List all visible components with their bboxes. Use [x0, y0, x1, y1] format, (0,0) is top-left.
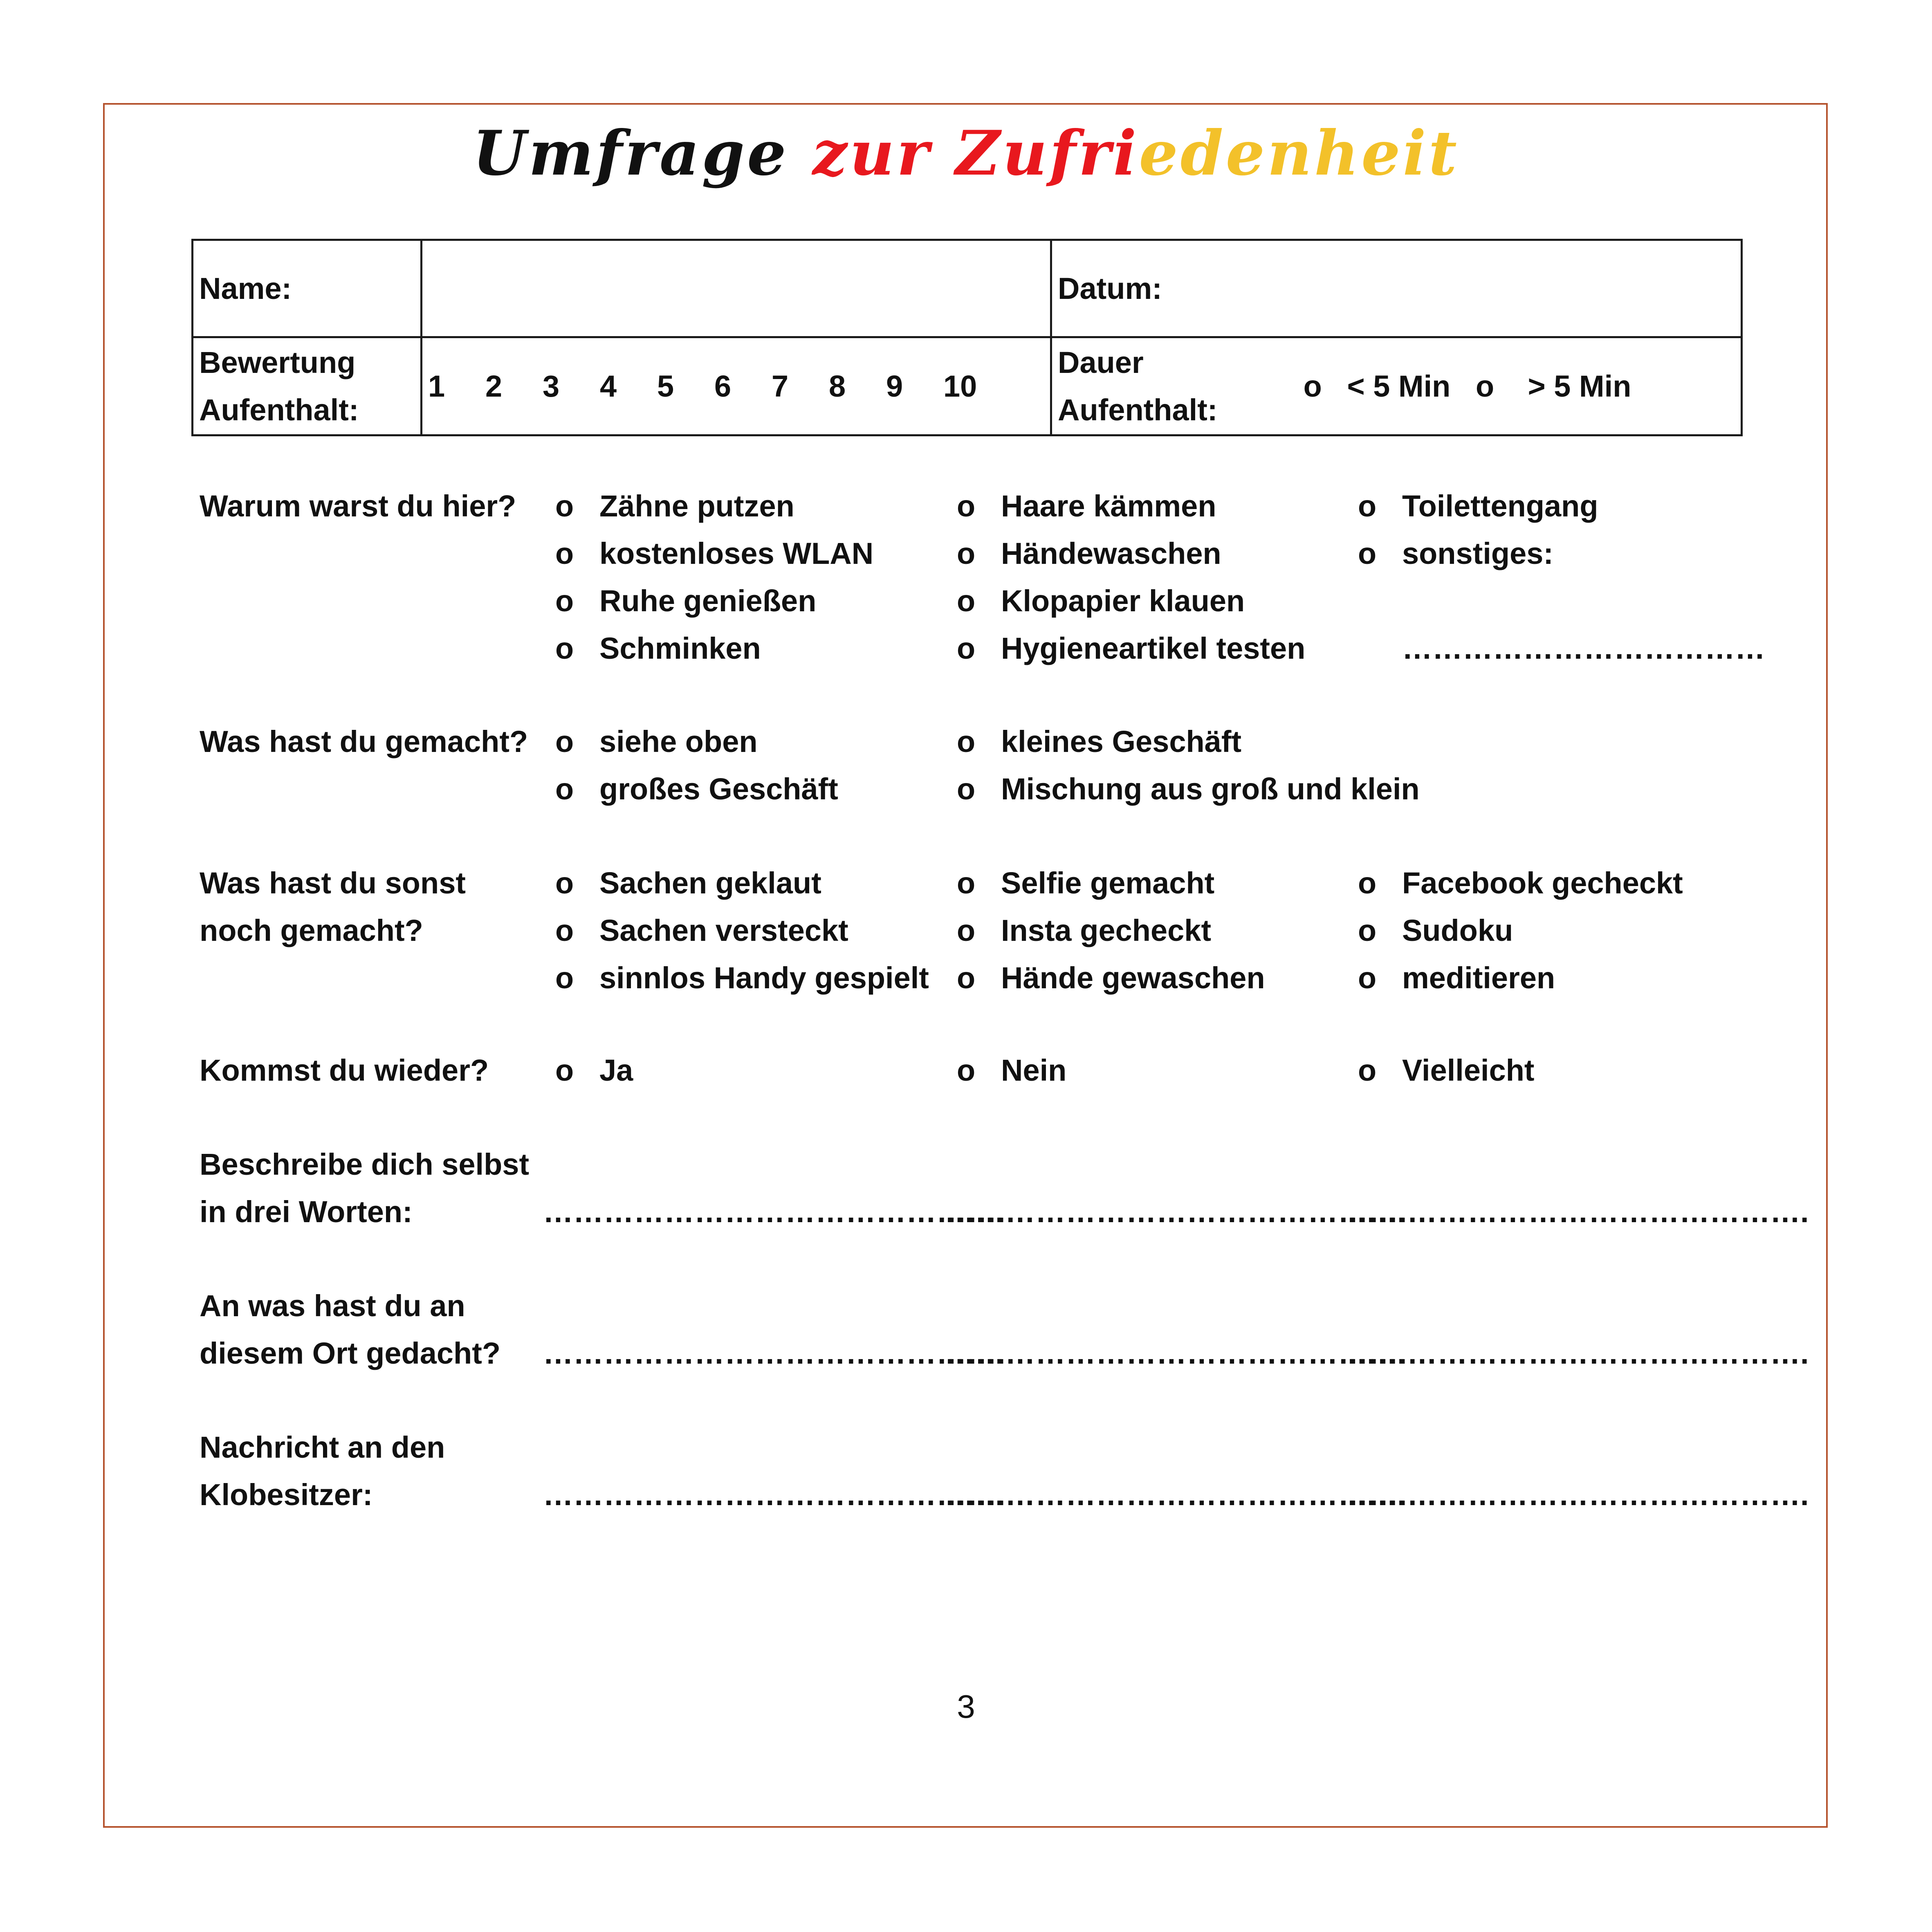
- checkbox-option[interactable]: [1358, 530, 1765, 577]
- info-table: [191, 239, 1743, 436]
- option-label: Klopapier klauen: [1001, 584, 1245, 618]
- answer-line[interactable]: ……………………………………….: [1346, 1336, 1809, 1370]
- rating-option[interactable]: 9: [886, 369, 903, 403]
- option-label: Selfie gemacht: [1001, 866, 1215, 900]
- radio-option-no[interactable]: [957, 1047, 1066, 1094]
- question-come-again: [200, 1047, 1753, 1096]
- radio-bullet-icon: o: [957, 536, 976, 570]
- question-label-line-1: Nachricht an den: [200, 1430, 445, 1464]
- options-column-1: [555, 859, 929, 1002]
- checkbox-option[interactable]: [957, 577, 1305, 625]
- options-column-1: [555, 482, 873, 672]
- option-label: Toilettengang: [1402, 489, 1598, 523]
- radio-bullet-icon[interactable]: o: [1476, 369, 1494, 403]
- option-label: Händewaschen: [1001, 536, 1221, 570]
- page-title: [0, 117, 1932, 189]
- options-column-2: [957, 482, 1305, 672]
- question-label: Kommst du wieder?: [200, 1053, 489, 1087]
- options-column-2: [957, 859, 1265, 1002]
- option-label: Haare kämmen: [1001, 489, 1216, 523]
- radio-bullet-icon: o: [957, 1053, 976, 1087]
- radio-bullet-icon: o: [957, 584, 976, 618]
- radio-bullet-icon: o: [957, 631, 976, 665]
- radio-bullet-icon[interactable]: o: [1303, 369, 1322, 403]
- option-label: sonstiges:: [1402, 536, 1554, 570]
- rating-option[interactable]: 2: [485, 369, 503, 403]
- rating-option[interactable]: 7: [772, 369, 789, 403]
- checkbox-option[interactable]: [555, 954, 929, 1002]
- radio-bullet-icon: o: [957, 725, 976, 758]
- option-label: Sachen geklaut: [599, 866, 821, 900]
- checkbox-option[interactable]: [1358, 482, 1765, 530]
- radio-bullet-icon: o: [555, 866, 574, 900]
- checkbox-option[interactable]: [555, 765, 838, 813]
- checkbox-option[interactable]: [555, 907, 929, 954]
- radio-bullet-icon: o: [555, 1053, 574, 1087]
- options-column-1: [555, 1047, 633, 1094]
- checkbox-option[interactable]: [555, 625, 873, 672]
- option-label: Zähne putzen: [599, 489, 794, 523]
- option-label: Nein: [1001, 1053, 1067, 1087]
- question-label: [200, 1424, 551, 1519]
- dotted-line: ………………………………: [1402, 631, 1765, 665]
- radio-bullet-icon: o: [1358, 961, 1377, 995]
- option-label: Ja: [599, 1053, 633, 1087]
- checkbox-option[interactable]: [957, 482, 1305, 530]
- question-label: Was hast du gemacht?: [200, 725, 528, 758]
- question-label-line-2: noch gemacht?: [200, 913, 423, 947]
- option-label: Schminken: [599, 631, 761, 665]
- name-label-cell: [193, 240, 422, 337]
- radio-bullet-icon: o: [957, 489, 976, 523]
- question-label-line-1: Beschreibe dich selbst: [200, 1147, 530, 1181]
- checkbox-option[interactable]: [1358, 859, 1683, 907]
- radio-bullet-icon: o: [1358, 866, 1377, 900]
- option-label: sinnlos Handy gespielt: [599, 961, 929, 995]
- title-part-zur: zur: [812, 117, 932, 189]
- answer-line[interactable]: ……………………………………….: [1346, 1478, 1809, 1512]
- option-label: Sachen versteckt: [599, 913, 848, 947]
- rating-option[interactable]: 8: [829, 369, 846, 403]
- spacer: [1358, 577, 1765, 625]
- option-label: Hygieneartikel testen: [1001, 631, 1306, 665]
- answer-line[interactable]: ……………………………………….: [945, 1195, 1407, 1229]
- radio-bullet-icon: o: [957, 866, 976, 900]
- duration-cell: [1051, 337, 1742, 435]
- title-part-zufri: Zufri: [955, 117, 1139, 189]
- question-label-line-2: diesem Ort gedacht?: [200, 1336, 501, 1370]
- rating-option[interactable]: 10: [943, 369, 977, 403]
- option-label: kleines Geschäft: [1001, 725, 1242, 758]
- checkbox-option[interactable]: [555, 859, 929, 907]
- radio-option-maybe[interactable]: [1358, 1047, 1535, 1094]
- option-label: großes Geschäft: [599, 772, 838, 806]
- question-label-line-2: in drei Worten:: [200, 1195, 413, 1229]
- radio-bullet-icon: o: [555, 489, 574, 523]
- radio-bullet-icon: o: [555, 961, 574, 995]
- option-label: Vielleicht: [1402, 1053, 1535, 1087]
- question-label: Warum warst du hier?: [200, 489, 516, 523]
- question-describe-yourself: [200, 1141, 1809, 1239]
- options-column-3: [1358, 859, 1683, 1002]
- radio-bullet-icon: o: [957, 913, 976, 947]
- rating-option[interactable]: 1: [428, 369, 445, 403]
- option-label: kostenloses WLAN: [599, 536, 874, 570]
- answer-line[interactable]: ……………………………………….: [945, 1336, 1407, 1370]
- options-column-2: [957, 1047, 1066, 1094]
- radio-bullet-icon: o: [1358, 489, 1377, 523]
- duration-option-short[interactable]: < 5 Min: [1347, 369, 1451, 403]
- checkbox-option[interactable]: [957, 530, 1305, 577]
- question-label-line-1: An was hast du an: [200, 1289, 465, 1323]
- question-what-did: [200, 718, 1753, 816]
- rating-option[interactable]: 6: [714, 369, 732, 403]
- other-input-line[interactable]: [1358, 625, 1765, 672]
- checkbox-option[interactable]: [957, 907, 1265, 954]
- question-label-line-2: Klobesitzer:: [200, 1478, 373, 1512]
- radio-bullet-icon: o: [555, 772, 574, 806]
- checkbox-option[interactable]: [957, 625, 1305, 672]
- radio-bullet-icon: o: [555, 584, 574, 618]
- date-field[interactable]: [1051, 240, 1742, 337]
- checkbox-option[interactable]: [957, 954, 1265, 1002]
- rating-option[interactable]: 5: [657, 369, 674, 403]
- radio-bullet-icon: o: [957, 772, 976, 806]
- option-label: Mischung aus groß und klein: [1001, 772, 1420, 806]
- option-label: Hände gewaschen: [1001, 961, 1265, 995]
- option-label: Facebook gecheckt: [1402, 866, 1683, 900]
- radio-bullet-icon: o: [957, 961, 976, 995]
- checkbox-option[interactable]: [1358, 954, 1683, 1002]
- question-why-here: [200, 482, 1765, 675]
- rating-scale-cell: [422, 337, 1051, 435]
- answer-line[interactable]: ……………………………………….: [543, 1478, 1005, 1512]
- checkbox-option[interactable]: [555, 530, 873, 577]
- question-message-owner: [200, 1424, 1809, 1522]
- checkbox-option[interactable]: [555, 577, 873, 625]
- radio-bullet-icon: o: [1358, 536, 1377, 570]
- question-label: [200, 859, 551, 954]
- question-label: [200, 1282, 551, 1377]
- option-label: Insta gecheckt: [1001, 913, 1212, 947]
- option-label: meditieren: [1402, 961, 1555, 995]
- question-label-line-1: Was hast du sonst: [200, 866, 466, 900]
- answer-line[interactable]: ……………………………………….: [543, 1195, 1005, 1229]
- radio-bullet-icon: o: [555, 725, 574, 758]
- checkbox-option[interactable]: [1358, 907, 1683, 954]
- options-column-1: [555, 718, 838, 813]
- question-label: [200, 1141, 551, 1236]
- checkbox-option[interactable]: [555, 718, 838, 765]
- rating-label-cell: [193, 337, 422, 435]
- rating-option[interactable]: 3: [543, 369, 560, 403]
- option-label: siehe oben: [599, 725, 758, 758]
- options-column-3: [1358, 482, 1765, 672]
- option-label: Sudoku: [1402, 913, 1513, 947]
- name-label: Name:: [199, 271, 292, 305]
- rating-option[interactable]: 4: [600, 369, 617, 403]
- question-what-else: [200, 859, 1753, 1007]
- radio-bullet-icon: o: [555, 536, 574, 570]
- date-label: Datum:: [1058, 271, 1162, 305]
- answer-line[interactable]: ……………………………………….: [543, 1336, 1005, 1370]
- radio-bullet-icon: o: [555, 631, 574, 665]
- answer-line[interactable]: ……………………………………….: [945, 1478, 1407, 1512]
- answer-line[interactable]: ……………………………………….: [1346, 1195, 1809, 1229]
- options-column-3: [1358, 1047, 1535, 1094]
- duration-label-line-2: Aufenthalt:: [1058, 393, 1218, 427]
- duration-option-long[interactable]: > 5 Min: [1528, 369, 1631, 403]
- radio-option-yes[interactable]: [555, 1047, 633, 1094]
- page-number: 3: [957, 1688, 975, 1725]
- checkbox-option[interactable]: [957, 718, 1420, 765]
- rating-label-line-1: Bewertung: [199, 345, 356, 379]
- duration-options: [1304, 363, 1631, 410]
- question-what-thought: [200, 1282, 1809, 1380]
- checkbox-option[interactable]: [957, 765, 1420, 813]
- rating-scale: [428, 363, 1044, 410]
- duration-label-line-1: Dauer: [1058, 345, 1144, 379]
- options-column-2: [957, 718, 1420, 813]
- radio-bullet-icon: o: [1358, 1053, 1377, 1087]
- title-part-umfrage: Umfrage: [472, 117, 789, 189]
- name-field[interactable]: [422, 240, 1051, 337]
- radio-bullet-icon: o: [1358, 913, 1377, 947]
- checkbox-option[interactable]: [555, 482, 873, 530]
- checkbox-option[interactable]: [957, 859, 1265, 907]
- title-part-edenheit: edenheit: [1139, 117, 1459, 189]
- radio-bullet-icon: o: [555, 913, 574, 947]
- option-label: Ruhe genießen: [599, 584, 817, 618]
- duration-label: [1058, 339, 1295, 434]
- rating-label-line-2: Aufenthalt:: [199, 393, 359, 427]
